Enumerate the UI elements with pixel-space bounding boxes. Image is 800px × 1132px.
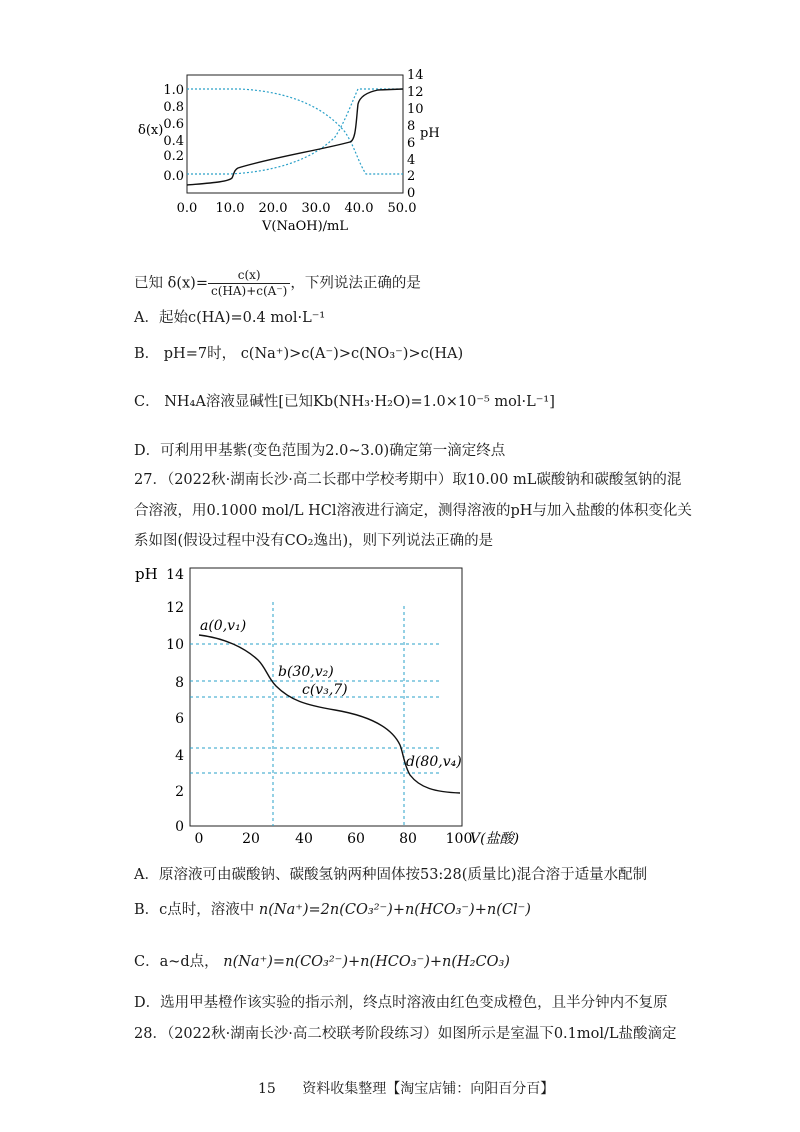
q26-delta: δ(x)= (167, 275, 208, 292)
right-tick-2: 2 (407, 169, 416, 184)
right-tick-12: 12 (407, 85, 424, 100)
q27-line-2: 合溶液，用0.1000 mol/L HCl溶液进行滴定，测得溶液的pH与加入盐酸的体积变化关 (134, 503, 692, 519)
x-tick-10: 10.0 (215, 201, 245, 216)
right-tick-4: 4 (407, 153, 416, 168)
left-tick-0.8: 0.8 (163, 100, 184, 115)
chart-1-x-axis-label: V(NaOH)/mL (262, 219, 348, 234)
left-tick-0.4: 0.4 (163, 134, 184, 149)
chart-2-y-axis-label: pH (135, 565, 158, 583)
chart-1-ph-curve (187, 89, 403, 185)
left-tick-0.6: 0.6 (163, 117, 184, 132)
q27-b-eq: n(Na⁺)=2n(CO₃²⁻)+n(HCO₃⁻)+n(Cl⁻) (258, 902, 531, 918)
page-number: 15 (258, 1081, 276, 1097)
q27-c-prefix: C．a~d点， (134, 954, 219, 970)
q26-option-d: D．可利用甲基紫(变色范围为2.0~3.0)确定第一滴定终点 (134, 443, 506, 459)
page-footer (258, 1078, 554, 1098)
q26-b-rel: c(Na⁺)>c(A⁻)>c(NO₃⁻)>c(HA) (240, 346, 464, 362)
q27-option-d: D．选用甲基橙作该实验的指示剂，终点时溶液由红色变成橙色，且半分钟内不复原 (134, 995, 668, 1011)
chart-1-right-axis-label: pH (420, 126, 440, 141)
chart-1-svg (130, 62, 440, 247)
q26-fraction (208, 268, 290, 299)
x-tick-80: 80 (399, 831, 417, 847)
label-c: c(v₃,7) (302, 682, 348, 698)
x-tick-40: 40.0 (344, 201, 374, 216)
right-tick-8: 8 (407, 119, 416, 134)
x-tick-0: 0.0 (176, 201, 198, 216)
q26-b-prefix: B． (134, 346, 160, 362)
x-tick-30: 30.0 (301, 201, 331, 216)
y-tick-4: 4 (175, 748, 184, 764)
right-tick-6: 6 (407, 136, 416, 151)
q27-option-b (134, 900, 531, 920)
label-d: d(80,v₄) (406, 754, 462, 770)
y-tick-6: 6 (175, 711, 184, 727)
q28-line-1: 28．（2022秋·湖南长沙·高二校联考阶段练习）如图所示是室温下0.1mol/L盐酸滴定 (134, 1026, 677, 1042)
q27-line-3: 系如图(假设过程中没有CO₂逸出)，则下列说法正确的是 (134, 533, 494, 549)
chart-2-svg (130, 560, 540, 850)
q26-intro-suffix: ，下列说法正确的是 (290, 275, 421, 292)
q27-c-eq: n(Na⁺)=n(CO₃²⁻)+n(HCO₃⁻)+n(H₂CO₃) (223, 954, 510, 970)
q26-intro (134, 268, 421, 299)
right-tick-14: 14 (407, 68, 424, 83)
chart-2-x-ticks (195, 831, 473, 847)
y-tick-14: 14 (166, 567, 184, 583)
x-tick-40: 40 (295, 831, 313, 847)
q26-frac-den: c(HA)+c(A⁻) (210, 284, 288, 298)
left-tick-1.0: 1.0 (163, 83, 184, 98)
x-tick-50: 50.0 (387, 201, 417, 216)
q26-option-b (134, 344, 463, 364)
x-tick-0: 0 (194, 831, 204, 847)
q27-option-c (134, 952, 510, 972)
footer-source: 资料收集整理【淘宝店铺：向阳百分百】 (302, 1081, 555, 1097)
right-tick-0: 0 (407, 186, 416, 201)
x-tick-20: 20.0 (258, 201, 288, 216)
chart-1-left-axis-label: δ(x) (138, 123, 164, 138)
q26-frac-num: c(x) (208, 268, 290, 284)
chart-2-x-axis-label: V(盐酸) (470, 831, 520, 847)
y-tick-2: 2 (175, 784, 184, 800)
q26-b-cond: pH=7时， (163, 346, 237, 362)
chart-2-guides (190, 602, 440, 826)
chart-2-y-ticks (166, 567, 184, 835)
y-tick-12: 12 (166, 600, 184, 616)
x-tick-20: 20 (242, 831, 260, 847)
q27-option-a: A．原溶液可由碳酸钠、碳酸氢钠两种固体按53:28(质量比)混合溶于适量水配制 (134, 867, 648, 883)
q27-line-1: 27．（2022秋·湖南长沙·高二长郡中学校考期中）取10.00 mL碳酸钠和碳酸氢钠的混 (134, 472, 682, 488)
chart-2 (130, 560, 540, 850)
left-tick-0.0: 0.0 (163, 169, 184, 184)
right-tick-10: 10 (407, 102, 424, 117)
chart-2-point-labels (200, 618, 462, 770)
q26-intro-prefix: 已知 (134, 275, 163, 292)
q26-c-prefix: C． (134, 394, 160, 410)
q26-option-c (134, 392, 555, 412)
chart-1-left-ticks (163, 83, 184, 184)
y-tick-0: 0 (175, 819, 184, 835)
chart-1-x-ticks (177, 201, 417, 216)
left-tick-0.2: 0.2 (163, 149, 184, 164)
label-b: b(30,v₂) (278, 664, 334, 680)
chart-1 (130, 62, 440, 247)
q26-c-text: NH₄A溶液显碱性[已知Kb(NH₃·H₂O)=1.0×10⁻⁵ mol·L⁻¹] (164, 394, 555, 410)
x-tick-100: 100 (445, 831, 473, 847)
q26-option-a: A．起始c(HA)=0.4 mol·L⁻¹ (134, 310, 326, 326)
y-tick-8: 8 (175, 675, 184, 691)
chart-1-delta-a-curve (187, 89, 403, 174)
x-tick-60: 60 (347, 831, 365, 847)
label-a: a(0,v₁) (200, 618, 247, 634)
q27-b-prefix: B．c点时，溶液中 (134, 902, 255, 918)
y-tick-10: 10 (166, 637, 184, 653)
